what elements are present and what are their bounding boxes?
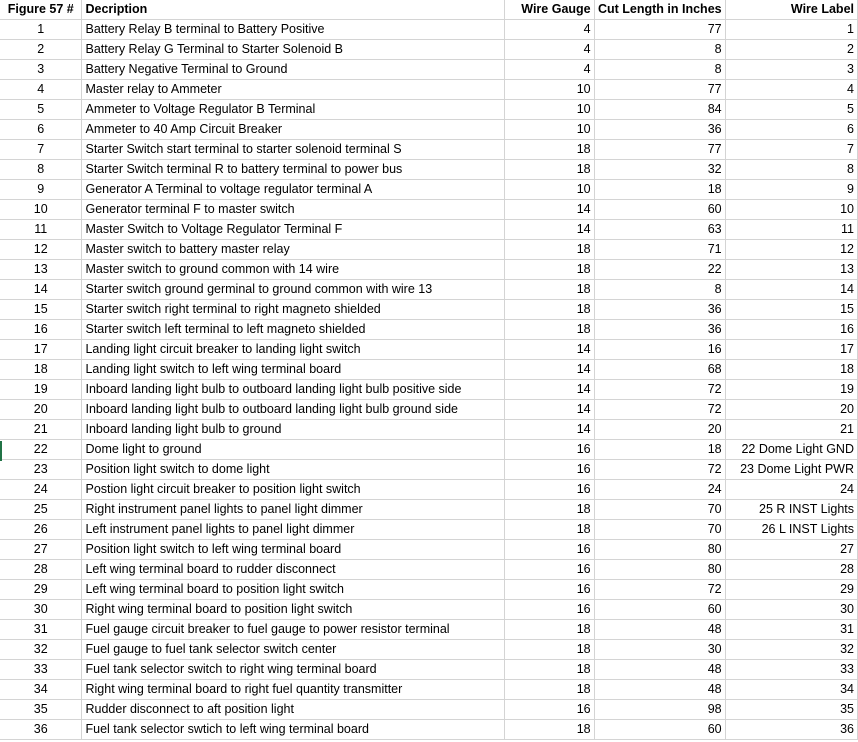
cell-wire-gauge[interactable]: 18	[505, 240, 594, 260]
cell-wire-gauge[interactable]: 16	[505, 560, 594, 580]
cell-wire-gauge[interactable]: 18	[505, 680, 594, 700]
cell-description[interactable]: Master Switch to Voltage Regulator Terminal F	[82, 220, 505, 240]
cell-cut-length[interactable]: 48	[594, 680, 725, 700]
cell-wire-label[interactable]: 18	[725, 360, 857, 380]
cell-description[interactable]: Position light switch to left wing terminal board	[82, 540, 505, 560]
cell-cut-length[interactable]: 48	[594, 620, 725, 640]
cell-wire-gauge[interactable]: 18	[505, 280, 594, 300]
cell-wire-label[interactable]: 7	[725, 140, 857, 160]
cell-figure-number[interactable]: 27	[0, 540, 82, 560]
cell-figure-number[interactable]: 18	[0, 360, 82, 380]
table-row	[0, 580, 858, 600]
cell-figure-number[interactable]: 31	[0, 620, 82, 640]
cell-figure-number[interactable]: 14	[0, 280, 82, 300]
cell-wire-label[interactable]: 27	[725, 540, 857, 560]
cell-cut-length[interactable]: 80	[594, 540, 725, 560]
cell-figure-number[interactable]: 24	[0, 480, 82, 500]
cell-cut-length[interactable]: 77	[594, 80, 725, 100]
table-row	[0, 540, 858, 560]
cell-wire-gauge[interactable]: 16	[505, 580, 594, 600]
cell-figure-number[interactable]: 36	[0, 720, 82, 740]
cell-figure-number[interactable]: 11	[0, 220, 82, 240]
cell-description[interactable]: Rudder disconnect to aft position light	[82, 700, 505, 720]
cell-figure-number[interactable]: 32	[0, 640, 82, 660]
cell-wire-label[interactable]: 8	[725, 160, 857, 180]
cell-wire-label[interactable]: 32	[725, 640, 857, 660]
cell-wire-label[interactable]: 19	[725, 380, 857, 400]
cell-cut-length[interactable]: 18	[594, 440, 725, 460]
header-row	[0, 0, 858, 20]
table-row	[0, 40, 858, 60]
table-row	[0, 140, 858, 160]
cell-cut-length[interactable]: 16	[594, 340, 725, 360]
cell-description[interactable]: Right wing terminal board to position light switch	[82, 600, 505, 620]
cell-wire-gauge[interactable]: 10	[505, 80, 594, 100]
table-row	[0, 520, 858, 540]
cell-wire-label[interactable]: 23 Dome Light PWR	[725, 460, 857, 480]
cell-figure-number[interactable]: 13	[0, 260, 82, 280]
cell-cut-length[interactable]: 70	[594, 500, 725, 520]
table-row	[0, 560, 858, 580]
cell-figure-number[interactable]: 29	[0, 580, 82, 600]
table-row	[0, 700, 858, 720]
cell-figure-number[interactable]: 22	[0, 440, 82, 460]
cell-cut-length[interactable]: 8	[594, 280, 725, 300]
cell-description[interactable]: Battery Negative Terminal to Ground	[82, 60, 505, 80]
cell-cut-length[interactable]: 72	[594, 460, 725, 480]
cell-wire-gauge[interactable]: 18	[505, 300, 594, 320]
cell-description[interactable]: Fuel tank selector swtich to left wing terminal board	[82, 720, 505, 740]
cell-wire-label[interactable]: 26 L INST Lights	[725, 520, 857, 540]
table-row	[0, 80, 858, 100]
cell-cut-length[interactable]: 8	[594, 60, 725, 80]
cell-description[interactable]: Master switch to battery master relay	[82, 240, 505, 260]
cell-wire-label[interactable]: 13	[725, 260, 857, 280]
table-row	[0, 440, 858, 460]
cell-wire-gauge[interactable]: 14	[505, 220, 594, 240]
cell-figure-number[interactable]: 26	[0, 520, 82, 540]
cell-figure-number[interactable]: 34	[0, 680, 82, 700]
table-row	[0, 640, 858, 660]
cell-wire-label[interactable]: 22 Dome Light GND	[725, 440, 857, 460]
cell-description[interactable]: Master relay to Ammeter	[82, 80, 505, 100]
cell-figure-number[interactable]: 8	[0, 160, 82, 180]
cell-description[interactable]: Starter switch right terminal to right magneto shielded	[82, 300, 505, 320]
cell-wire-gauge[interactable]: 14	[505, 360, 594, 380]
cell-description[interactable]: Starter switch left terminal to left magneto shielded	[82, 320, 505, 340]
cell-wire-gauge[interactable]: 18	[505, 660, 594, 680]
cell-figure-number[interactable]: 25	[0, 500, 82, 520]
cell-wire-gauge[interactable]: 18	[505, 320, 594, 340]
table-row	[0, 300, 858, 320]
table-row	[0, 400, 858, 420]
cell-wire-gauge[interactable]: 10	[505, 180, 594, 200]
cell-cut-length[interactable]: 30	[594, 640, 725, 660]
cell-wire-label[interactable]: 36	[725, 720, 857, 740]
table-row	[0, 340, 858, 360]
cell-description[interactable]: Starter switch ground germinal to ground common with wire 13	[82, 280, 505, 300]
cell-wire-gauge[interactable]: 16	[505, 460, 594, 480]
cell-wire-gauge[interactable]: 18	[505, 500, 594, 520]
cell-wire-gauge[interactable]: 18	[505, 640, 594, 660]
cell-wire-gauge[interactable]: 10	[505, 100, 594, 120]
cell-description[interactable]: Position light switch to dome light	[82, 460, 505, 480]
cell-figure-number[interactable]: 12	[0, 240, 82, 260]
cell-cut-length[interactable]: 72	[594, 400, 725, 420]
table-row	[0, 500, 858, 520]
cell-cut-length[interactable]: 77	[594, 20, 725, 40]
table-row	[0, 240, 858, 260]
cell-description[interactable]: Fuel gauge circuit breaker to fuel gauge to power resistor terminal	[82, 620, 505, 640]
cell-figure-number[interactable]: 30	[0, 600, 82, 620]
cell-wire-label[interactable]: 24	[725, 480, 857, 500]
cell-wire-label[interactable]: 11	[725, 220, 857, 240]
cell-figure-number[interactable]: 6	[0, 120, 82, 140]
cell-cut-length[interactable]: 63	[594, 220, 725, 240]
cell-cut-length[interactable]: 98	[594, 700, 725, 720]
cell-description[interactable]: Generator A Terminal to voltage regulator terminal A	[82, 180, 505, 200]
cell-figure-number[interactable]: 35	[0, 700, 82, 720]
cell-description[interactable]: Right instrument panel lights to panel light dimmer	[82, 500, 505, 520]
cell-description[interactable]: Dome light to ground	[82, 440, 505, 460]
cell-wire-gauge[interactable]: 10	[505, 120, 594, 140]
table-row	[0, 200, 858, 220]
cell-cut-length[interactable]: 32	[594, 160, 725, 180]
cell-description[interactable]: Fuel tank selector switch to right wing terminal board	[82, 660, 505, 680]
cell-cut-length[interactable]: 77	[594, 140, 725, 160]
cell-cut-length[interactable]: 68	[594, 360, 725, 380]
cell-wire-label[interactable]: 15	[725, 300, 857, 320]
cell-wire-label[interactable]: 3	[725, 60, 857, 80]
cell-description[interactable]: Postion light circuit breaker to position light switch	[82, 480, 505, 500]
cell-wire-label[interactable]: 29	[725, 580, 857, 600]
cell-wire-label[interactable]: 30	[725, 600, 857, 620]
cell-description[interactable]: Landing light circuit breaker to landing light switch	[82, 340, 505, 360]
cell-wire-gauge[interactable]: 18	[505, 520, 594, 540]
table-row	[0, 360, 858, 380]
table-row	[0, 120, 858, 140]
cell-wire-gauge[interactable]: 14	[505, 200, 594, 220]
table-row	[0, 260, 858, 280]
cell-description[interactable]: Left wing terminal board to position light switch	[82, 580, 505, 600]
cell-wire-label[interactable]: 33	[725, 660, 857, 680]
cell-cut-length[interactable]: 60	[594, 720, 725, 740]
cell-description[interactable]: Ammeter to 40 Amp Circuit Breaker	[82, 120, 505, 140]
cell-figure-number[interactable]: 19	[0, 380, 82, 400]
table-row	[0, 220, 858, 240]
table-row	[0, 460, 858, 480]
table-row	[0, 280, 858, 300]
cell-cut-length[interactable]: 18	[594, 180, 725, 200]
table-row	[0, 160, 858, 180]
cell-figure-number[interactable]: 10	[0, 200, 82, 220]
cell-cut-length[interactable]: 84	[594, 100, 725, 120]
cell-wire-gauge[interactable]: 18	[505, 140, 594, 160]
cell-wire-label[interactable]: 2	[725, 40, 857, 60]
active-row-marker	[0, 441, 2, 461]
cell-description[interactable]: Landing light switch to left wing terminal board	[82, 360, 505, 380]
cell-wire-gauge[interactable]: 4	[505, 60, 594, 80]
cell-wire-label[interactable]: 5	[725, 100, 857, 120]
cell-wire-label[interactable]: 14	[725, 280, 857, 300]
header-wire-label[interactable]: Wire Label	[725, 0, 857, 20]
table-row	[0, 420, 858, 440]
cell-figure-number[interactable]: 15	[0, 300, 82, 320]
cell-figure-number[interactable]: 2	[0, 40, 82, 60]
table-row	[0, 480, 858, 500]
cell-wire-gauge[interactable]: 18	[505, 260, 594, 280]
cell-wire-gauge[interactable]: 14	[505, 420, 594, 440]
cell-figure-number[interactable]: 17	[0, 340, 82, 360]
cell-figure-number[interactable]: 9	[0, 180, 82, 200]
cell-cut-length[interactable]: 72	[594, 580, 725, 600]
cell-wire-label[interactable]: 9	[725, 180, 857, 200]
table-row	[0, 720, 858, 740]
cell-cut-length[interactable]: 60	[594, 200, 725, 220]
cell-wire-gauge[interactable]: 16	[505, 540, 594, 560]
table-row	[0, 620, 858, 640]
cell-wire-gauge[interactable]: 18	[505, 160, 594, 180]
cell-figure-number[interactable]: 28	[0, 560, 82, 580]
cell-cut-length[interactable]: 22	[594, 260, 725, 280]
cell-wire-label[interactable]: 35	[725, 700, 857, 720]
cell-wire-label[interactable]: 25 R INST Lights	[725, 500, 857, 520]
cell-wire-label[interactable]: 21	[725, 420, 857, 440]
cell-wire-gauge[interactable]: 18	[505, 720, 594, 740]
cell-cut-length[interactable]: 8	[594, 40, 725, 60]
cell-wire-label[interactable]: 16	[725, 320, 857, 340]
cell-figure-number[interactable]: 33	[0, 660, 82, 680]
cell-description[interactable]: Inboard landing light bulb to outboard landing light bulb ground side	[82, 400, 505, 420]
table-row	[0, 600, 858, 620]
cell-wire-label[interactable]: 31	[725, 620, 857, 640]
cell-description[interactable]: Starter Switch start terminal to starter solenoid terminal S	[82, 140, 505, 160]
cell-figure-number[interactable]: 16	[0, 320, 82, 340]
cell-description[interactable]: Inboard landing light bulb to outboard landing light bulb positive side	[82, 380, 505, 400]
cell-wire-gauge[interactable]: 4	[505, 40, 594, 60]
table-row	[0, 60, 858, 80]
cell-wire-gauge[interactable]: 16	[505, 480, 594, 500]
cell-figure-number[interactable]: 23	[0, 460, 82, 480]
table-row	[0, 100, 858, 120]
cell-wire-gauge[interactable]: 14	[505, 340, 594, 360]
cell-description[interactable]: Master switch to ground common with 14 wire	[82, 260, 505, 280]
cell-wire-gauge[interactable]: 16	[505, 440, 594, 460]
cell-cut-length[interactable]: 36	[594, 120, 725, 140]
cell-cut-length[interactable]: 20	[594, 420, 725, 440]
cell-cut-length[interactable]: 24	[594, 480, 725, 500]
header-cut-length[interactable]: Cut Length in Inches	[594, 0, 725, 20]
cell-wire-gauge[interactable]: 14	[505, 400, 594, 420]
cell-description[interactable]: Fuel gauge to fuel tank selector switch center	[82, 640, 505, 660]
cell-wire-gauge[interactable]: 16	[505, 600, 594, 620]
cell-wire-label[interactable]: 10	[725, 200, 857, 220]
cell-figure-number[interactable]: 20	[0, 400, 82, 420]
cell-wire-label[interactable]: 20	[725, 400, 857, 420]
cell-wire-label[interactable]: 28	[725, 560, 857, 580]
cell-cut-length[interactable]: 48	[594, 660, 725, 680]
cell-wire-label[interactable]: 17	[725, 340, 857, 360]
cell-cut-length[interactable]: 71	[594, 240, 725, 260]
cell-figure-number[interactable]: 7	[0, 140, 82, 160]
cell-description[interactable]: Battery Relay B terminal to Battery Positive	[82, 20, 505, 40]
cell-description[interactable]: Left instrument panel lights to panel light dimmer	[82, 520, 505, 540]
cell-description[interactable]: Ammeter to Voltage Regulator B Terminal	[82, 100, 505, 120]
cell-description[interactable]: Starter Switch terminal R to battery terminal to power bus	[82, 160, 505, 180]
cell-wire-label[interactable]: 4	[725, 80, 857, 100]
cell-wire-label[interactable]: 6	[725, 120, 857, 140]
cell-cut-length[interactable]: 36	[594, 300, 725, 320]
cell-cut-length[interactable]: 80	[594, 560, 725, 580]
table-row	[0, 680, 858, 700]
table-row	[0, 180, 858, 200]
table-row	[0, 380, 858, 400]
cell-wire-label[interactable]: 1	[725, 20, 857, 40]
cell-wire-label[interactable]: 34	[725, 680, 857, 700]
cell-description[interactable]: Right wing terminal board to right fuel quantity transmitter	[82, 680, 505, 700]
cell-description[interactable]: Generator terminal F to master switch	[82, 200, 505, 220]
header-description[interactable]: Decription	[82, 0, 505, 20]
cell-cut-length[interactable]: 36	[594, 320, 725, 340]
header-figure-number[interactable]: Figure 57 #	[0, 0, 82, 20]
cell-description[interactable]: Inboard landing light bulb to ground	[82, 420, 505, 440]
cell-description[interactable]: Left wing terminal board to rudder disconnect	[82, 560, 505, 580]
cell-description[interactable]: Battery Relay G Terminal to Starter Solenoid B	[82, 40, 505, 60]
cell-wire-gauge[interactable]: 4	[505, 20, 594, 40]
cell-cut-length[interactable]: 60	[594, 600, 725, 620]
cell-wire-gauge[interactable]: 14	[505, 380, 594, 400]
cell-figure-number[interactable]: 5	[0, 100, 82, 120]
header-wire-gauge[interactable]: Wire Gauge	[505, 0, 594, 20]
cell-figure-number[interactable]: 4	[0, 80, 82, 100]
cell-figure-number[interactable]: 21	[0, 420, 82, 440]
cell-wire-gauge[interactable]: 18	[505, 620, 594, 640]
cell-figure-number[interactable]: 1	[0, 20, 82, 40]
table-row	[0, 20, 858, 40]
cell-wire-label[interactable]: 12	[725, 240, 857, 260]
cell-figure-number[interactable]: 3	[0, 60, 82, 80]
cell-wire-gauge[interactable]: 16	[505, 700, 594, 720]
table-row	[0, 660, 858, 680]
cell-cut-length[interactable]: 72	[594, 380, 725, 400]
cell-cut-length[interactable]: 70	[594, 520, 725, 540]
table-row	[0, 320, 858, 340]
